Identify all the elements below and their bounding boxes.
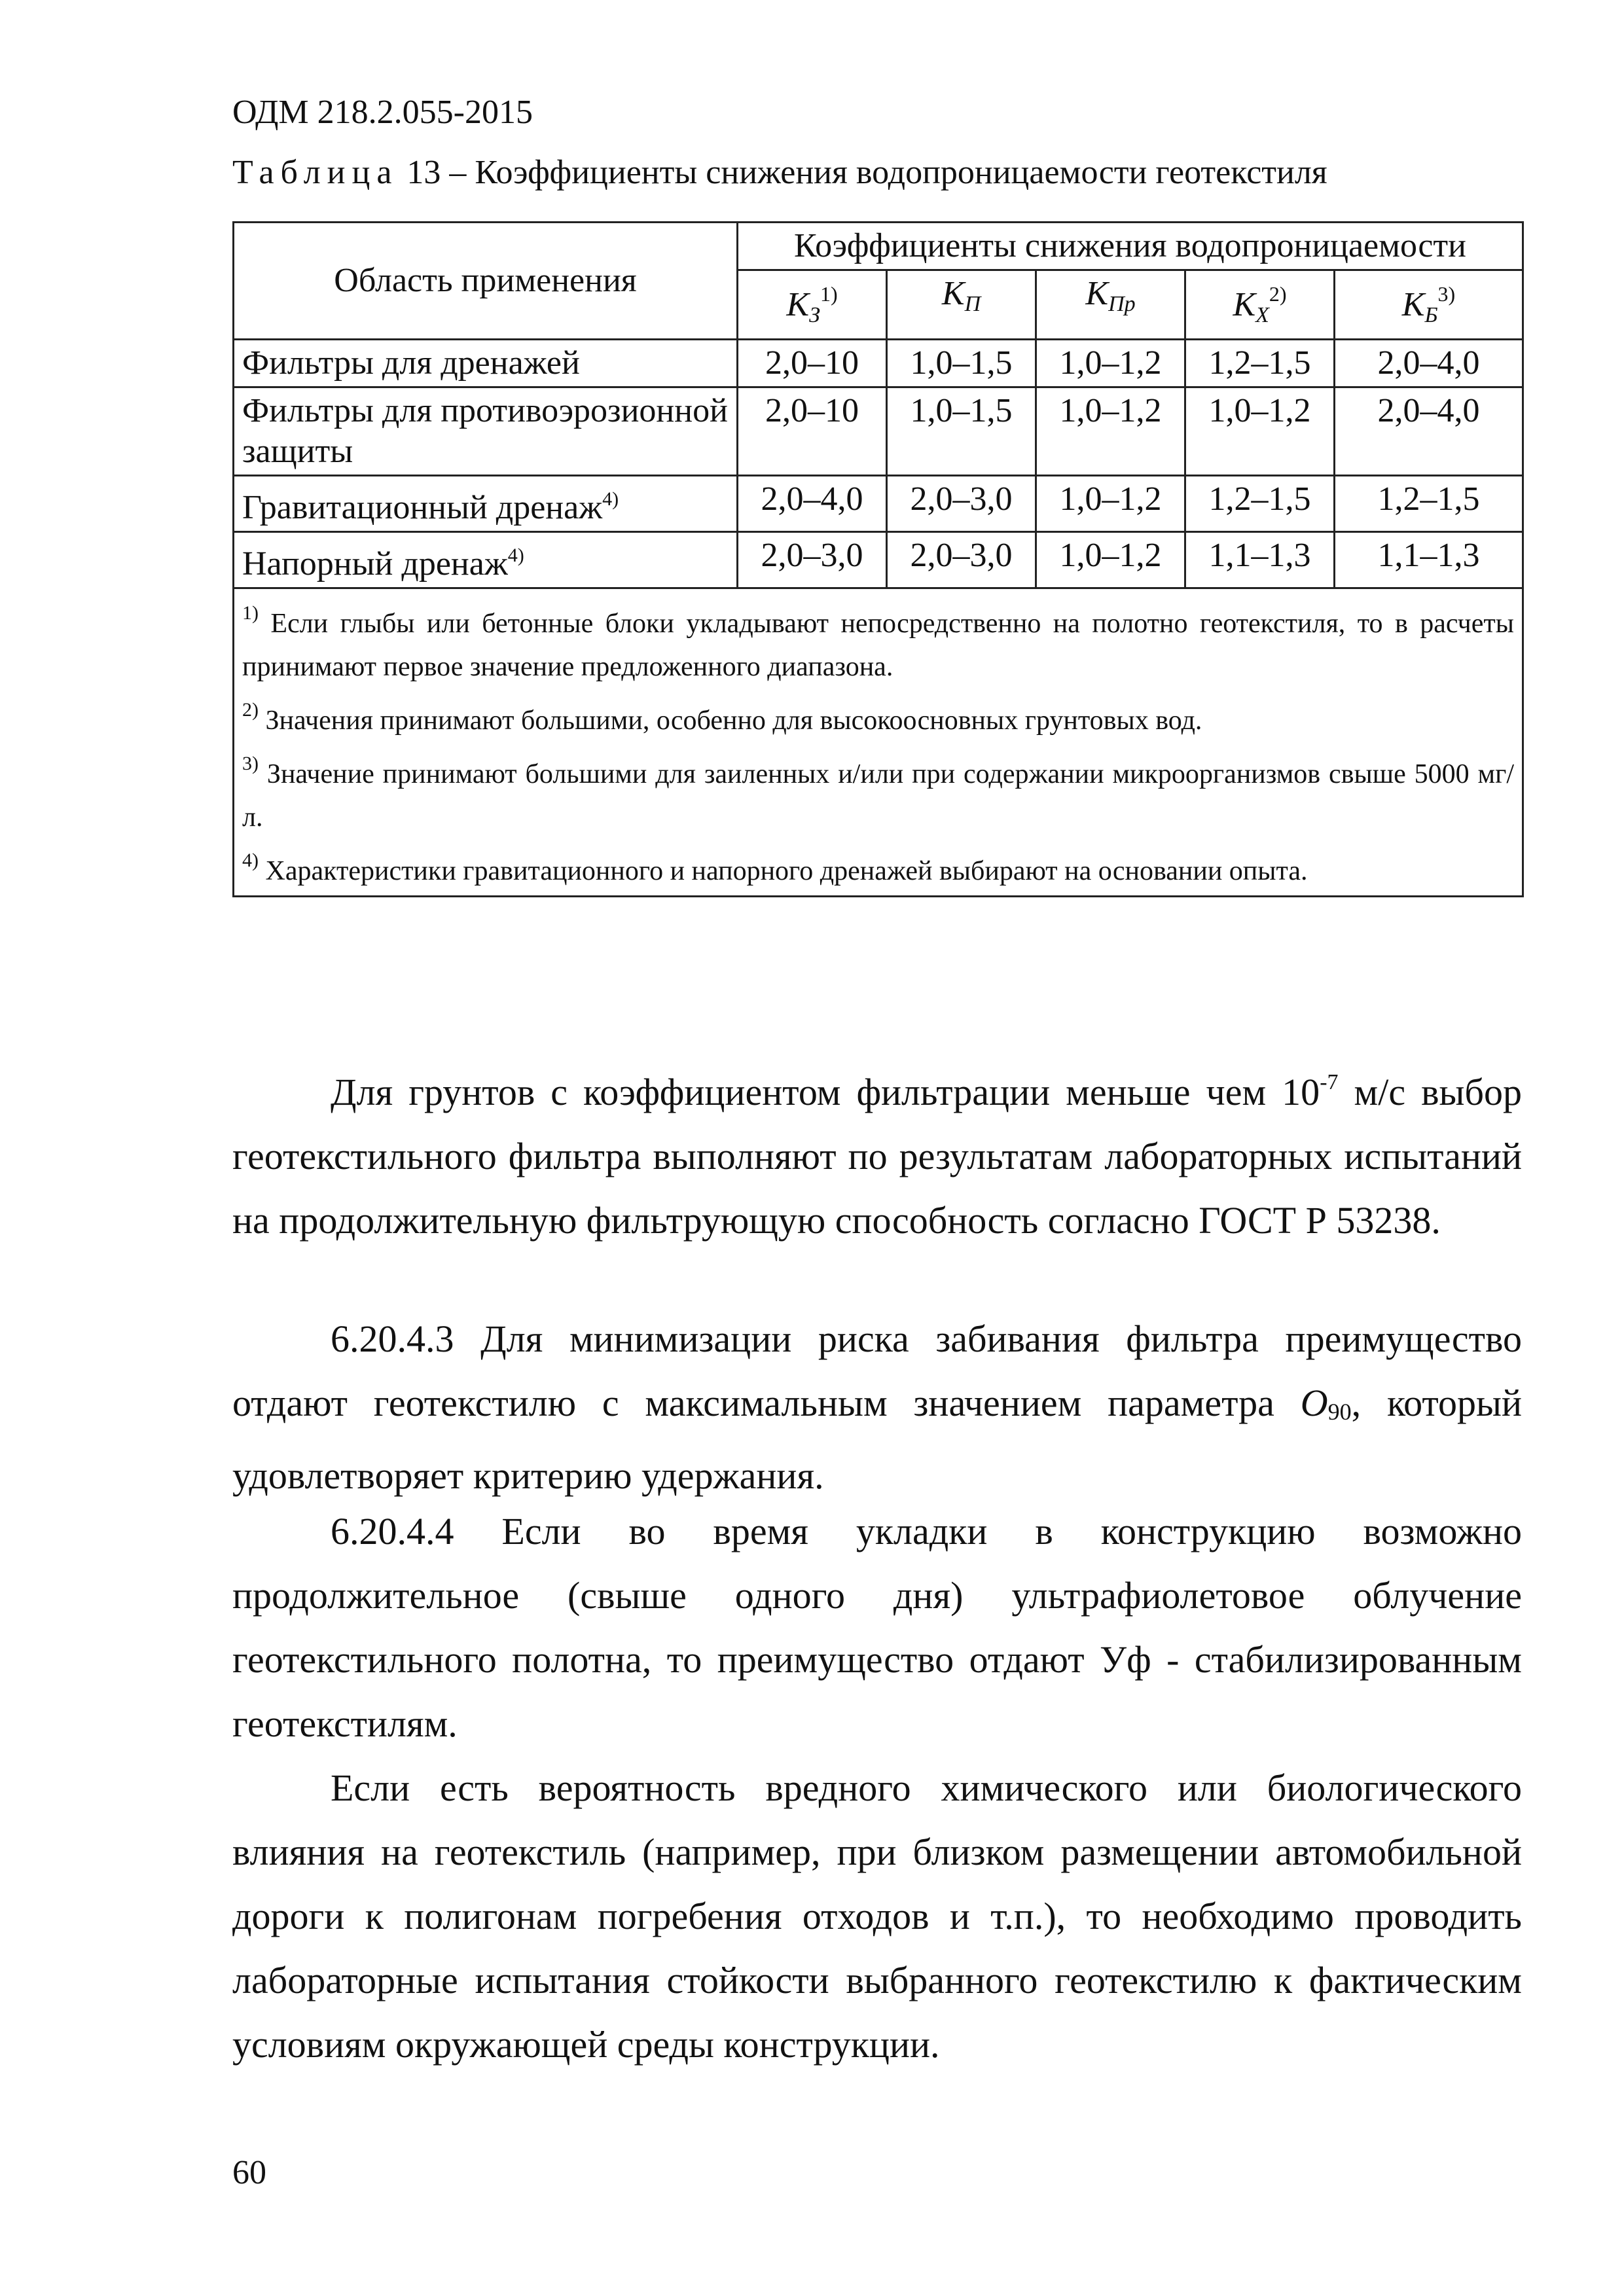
row-value: 1,0–1,2	[1036, 532, 1185, 588]
table-note: $^{1)}$ Если глыбы или бетонные блоки укладывают непосредственно на полотно геотекстиля, то в расчеты принимают первое значение предложенного диапазона.	[242, 602, 1514, 682]
document-id: ОДМ 218.2.055-2015	[232, 94, 533, 131]
header-coef-kh: $K_Х^{2)}$	[1185, 270, 1335, 340]
row-value: 1,0–1,2	[1036, 340, 1185, 387]
row-value: 1,0–1,5	[887, 387, 1036, 476]
row-note-mark: 4)	[507, 545, 524, 566]
table-row	[234, 476, 1523, 532]
paragraph-6-20-4-3: 6.20.4.3 Для минимизации риска забивания фильтра преимущество отдают геотекстилю с максимальным значением параметра O90, который удовлетворяет критерию удержания.	[232, 1318, 1523, 1497]
row-area: Напорный дренаж$^{4)}$	[234, 532, 738, 588]
row-value: 1,2–1,5	[1335, 476, 1523, 532]
header-coef-kp: $K_П$	[887, 270, 1036, 340]
row-value: 2,0–4,0	[1335, 387, 1523, 476]
row-area: Фильтры для дренажей	[234, 340, 738, 387]
table-caption-title: – Коэффициенты снижения водопроницаемости геотекстиля	[441, 154, 1327, 191]
row-value: 2,0–4,0	[738, 476, 887, 532]
table-row	[234, 387, 1523, 476]
table-caption-label: Таблица	[232, 154, 399, 191]
row-value: 2,0–10	[738, 340, 887, 387]
table-notes-row	[234, 588, 1523, 897]
row-value: 1,1–1,3	[1335, 532, 1523, 588]
row-value: 1,2–1,5	[1185, 340, 1335, 387]
page-number: 60	[232, 2154, 266, 2191]
row-value: 1,0–1,2	[1185, 387, 1335, 476]
header-coefficients: Коэффициенты снижения водопроницаемости	[738, 223, 1523, 270]
paragraph-chemical-influence: Если есть вероятность вредного химического или биологического влияния на геотекстиль (например, при близком размещении автомобильной дороги к полигонам погребения отходов и т.п.), то необходимо проводить лабораторные испытания стойкости выбранного геотекстилю к фактическим условиям окружающей среды конструкции.	[232, 1767, 1522, 2066]
row-area: Фильтры для противоэрозионной защиты	[234, 387, 738, 476]
row-value: 1,0–1,2	[1036, 476, 1185, 532]
paragraph-filtration: Для грунтов с коэффициентом фильтрации меньше чем $10^{-7}$ м/с выбор геотекстильного фильтра выполняют по результатам лабораторных испытаний на продолжительную фильтрующую способность согласно ГОСТ Р 53238.	[232, 1070, 1522, 1242]
row-value: 2,0–3,0	[738, 532, 887, 588]
table-caption-number: 13	[406, 154, 441, 191]
table-row	[234, 532, 1523, 588]
row-value: 1,0–1,5	[887, 340, 1036, 387]
row-value: 2,0–4,0	[1335, 340, 1523, 387]
row-area: Гравитационный дренаж$^{4)}$	[234, 476, 738, 532]
row-value: 1,1–1,3	[1185, 532, 1335, 588]
table-row	[234, 340, 1523, 387]
table-note: $^{4)}$ Характеристики гравитационного и напорного дренажей выбирают на основании опыта.	[242, 850, 1308, 886]
table-note: $^{2)}$ Значения принимают большими, особенно для высокоосновных грунтовых вод.	[242, 699, 1202, 736]
table-header-row	[234, 223, 1523, 270]
header-area: Область применения	[234, 223, 738, 340]
row-value: 1,2–1,5	[1185, 476, 1335, 532]
header-coef-kb: $K_Б^{3)}$	[1335, 270, 1523, 340]
paragraph-6-20-4-4: 6.20.4.4 Если во время укладки в конструкцию возможно продолжительное (свыше одного дня) ультрафиолетовое облучение геотекстильного полотна, то преимущество отдают Уф - стабилизированным геотекстилям.	[232, 1510, 1522, 1745]
row-value: 1,0–1,2	[1036, 387, 1185, 476]
row-value: 2,0–3,0	[887, 476, 1036, 532]
table-note: $^{3)}$ Значение принимают большими для заиленных и/или при содержании микроорганизмов свыше 5000 мг/л.	[242, 753, 1514, 833]
table-caption	[232, 152, 1327, 194]
header-coef-kz: $K_З^{1)}$	[738, 270, 887, 340]
coefficients-table	[232, 221, 1524, 897]
row-value: 2,0–3,0	[887, 532, 1036, 588]
header-coef-kpr: $K_{Пр}$	[1036, 270, 1185, 340]
row-note-mark: 4)	[602, 488, 619, 510]
row-value: 2,0–10	[738, 387, 887, 476]
table-notes	[234, 588, 1523, 897]
